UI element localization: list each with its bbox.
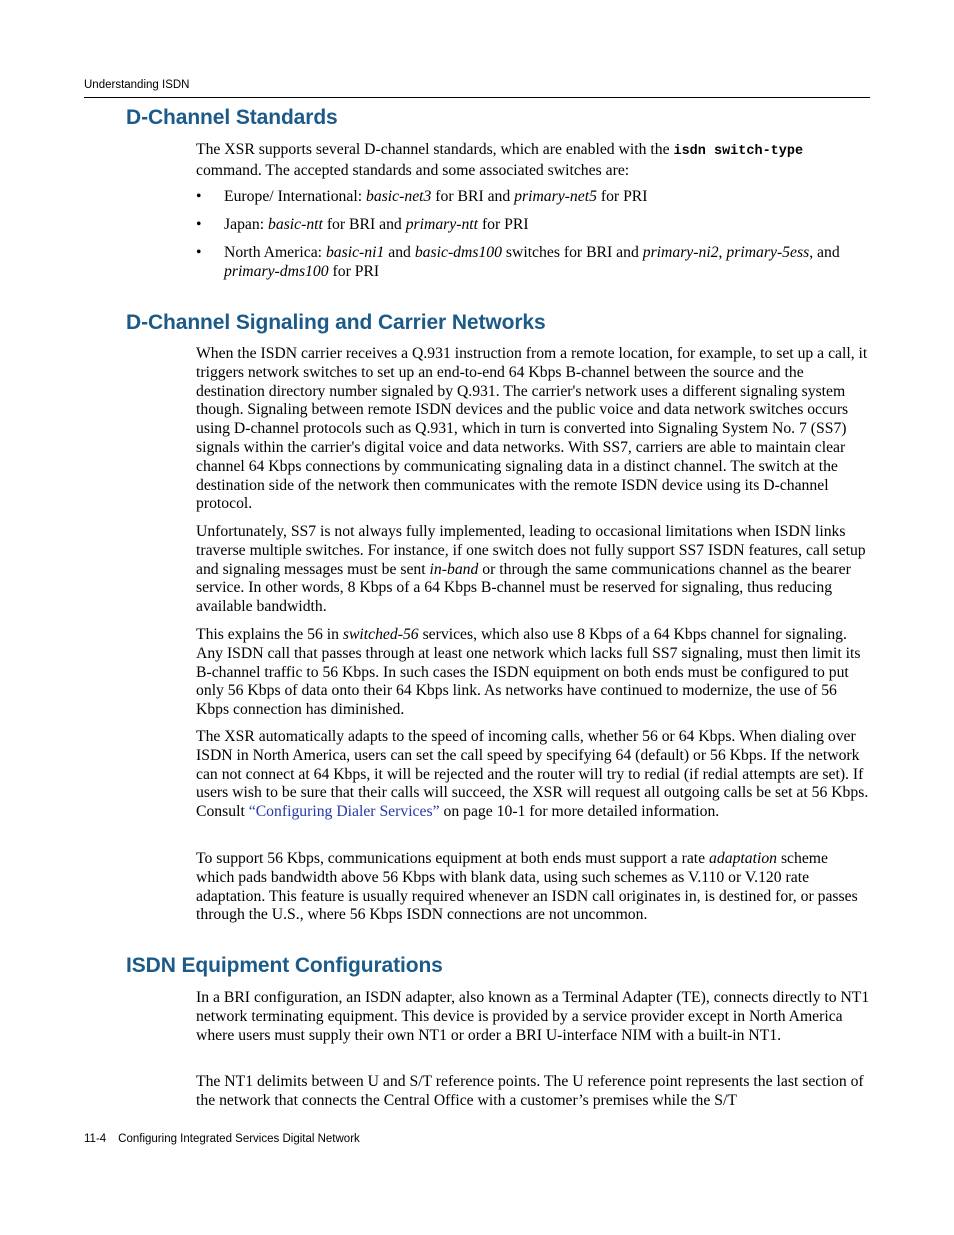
paragraph-nt1-reference-points: The NT1 delimits between U and S/T reference points. The U reference point represents the last section of the network that connects the Central Office with a customer’s premises while the S/T [196, 1073, 864, 1109]
bullet-icon: • [196, 216, 202, 233]
chapter-title: Configuring Integrated Services Digital Network [118, 1133, 360, 1145]
section-title-d-channel-standards: D-Channel Standards [126, 106, 338, 129]
paragraph-call-speed: The XSR automatically adapts to the speed of incoming calls, whether 56 or 64 Kbps. When dialing over ISDN in North America, users can set the call speed by specifying 64 (default) or 56 Kbps. If the network can not connect at 64 Kbps, it will be rejected and the router will try to redial (if redial attempts are set). If users wish to be sure that their calls will succeed, the XSR will request all outgoing calls be set at 56 Kbps. Consult “Configuring Dialer Services” on page 10-1 for more detailed information. [196, 728, 869, 821]
list-item-japan: • Japan: basic-ntt for BRI and primary-ntt for PRI [196, 216, 529, 233]
command-text: isdn switch-type [673, 144, 804, 159]
bullet-icon: • [196, 244, 202, 261]
paragraph-bri-configuration: In a BRI configuration, an ISDN adapter, also known as a Terminal Adapter (TE), connects directly to NT1 network terminating equipment. This device is provided by a service provider except in North America where users must supply their own NT1 or order a BRI U-interface NIM with a built-in NT1. [196, 989, 870, 1044]
bullet-icon: • [196, 188, 202, 205]
header-rule [84, 97, 870, 98]
list-item-north-america: • North America: basic-ni1 and basic-dms100 switches for BRI and primary-ni2, primary-5ess, and primary-dms100 for PRI [196, 244, 840, 280]
page-number: 11-4 [84, 1133, 107, 1145]
link-configuring-dialer-services[interactable]: “Configuring Dialer Services” [248, 803, 440, 821]
paragraph-d-channel-intro: The XSR supports several D-channel standards, which are enabled with the isdn switch-type command. The accepted standards and some associated switches are: [196, 141, 804, 179]
paragraph-carrier-signaling: When the ISDN carrier receives a Q.931 instruction from a remote location, for example, to set up a call, it triggers network switches to set up an end-to-end 64 Kbps B-channel between the source and the destination directory number signaled by Q.931. The carrier's network uses a different signaling system though. Signaling between remote ISDN devices and the public voice and data network switches occurs using D-channel protocols such as Q.931, which in turn is converted into Signaling System No. 7 (SS7) signals within the carrier's digital voice and data networks. With SS7, carriers are able to maintain clear channel 64 Kbps connections by communicating signaling data in a distinct channel. The switch at the destination side of the network then communicates with the remote ISDN device using its D-channel protocol. [196, 345, 868, 513]
list-item-europe: • Europe/ International: basic-net3 for BRI and primary-net5 for PRI [196, 188, 648, 205]
paragraph-ss7-limitations: Unfortunately, SS7 is not always fully implemented, leading to occasional limitations when ISDN links traverse multiple switches. For instance, if one switch does not fully support SS7 ISDN features, call setup and signaling messages must be sent in-band or through the same communications channel as the bearer service. In other words, 8 Kbps of a 64 Kbps B-channel must be reserved for signaling, thus reducing available bandwidth. [196, 523, 866, 616]
page-footer [84, 1133, 360, 1145]
section-title-isdn-equipment: ISDN Equipment Configurations [126, 954, 443, 977]
section-title-d-channel-signaling: D-Channel Signaling and Carrier Networks [126, 311, 546, 334]
paragraph-switched-56: This explains the 56 in switched-56 services, which also use 8 Kbps of a 64 Kbps channel for signaling. Any ISDN call that passes through at least one network which lacks full SS7 signaling, must then limit its B-channel traffic to 56 Kbps. In such cases the ISDN equipment on both ends must be configured to put only 56 Kbps of data onto their 64 Kbps link. As networks have continued to modernize, the use of 56 Kbps connection has diminished. [196, 626, 861, 719]
running-head: Understanding ISDN [84, 79, 190, 91]
paragraph-rate-adaptation: To support 56 Kbps, communications equipment at both ends must support a rate adaptation scheme which pads bandwidth above 56 Kbps with blank data, using such schemes as V.110 or V.120 rate adaptation. This feature is usually required whenever an ISDN call originates in, is destined for, or passes through the U.S., where 56 Kbps ISDN connections are not uncommon. [196, 850, 858, 924]
